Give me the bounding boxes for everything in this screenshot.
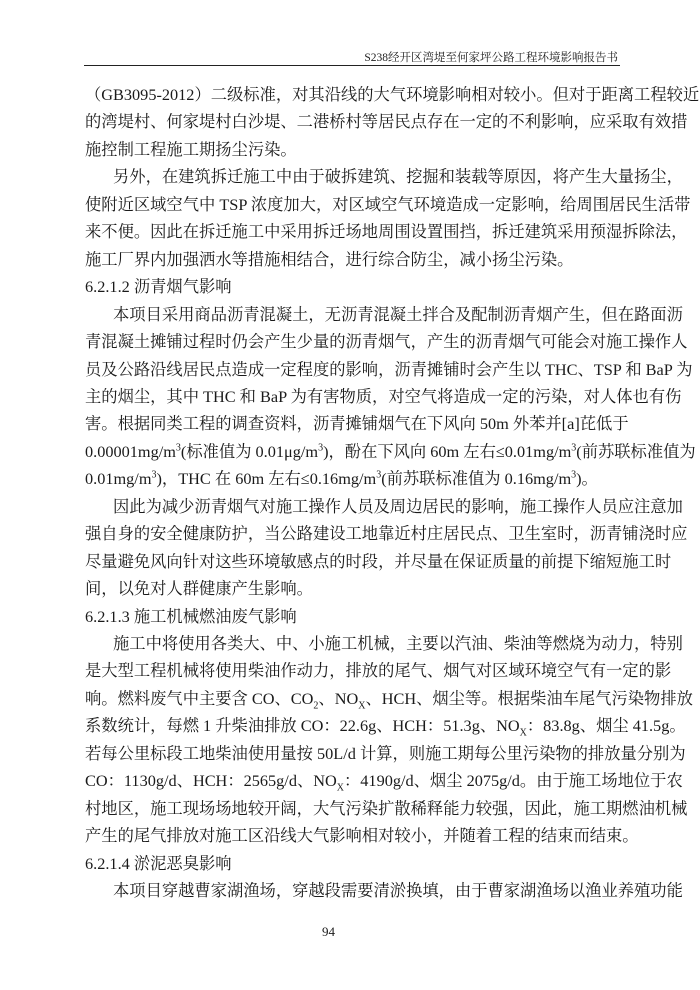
paragraph-line <box>85 218 688 246</box>
text-run: 施控制工程施工期扬尘污染。 <box>85 139 297 159</box>
text-run: 产生的尾气排放对施工区沿线大气影响相对较小，并随着工程的结束而结束。 <box>85 826 639 846</box>
text-run: 0.01mg/m <box>85 469 152 489</box>
section-heading <box>85 603 618 631</box>
page-number: 94 <box>322 924 335 939</box>
text-run: 间，以免对人群健康产生影响。 <box>85 579 313 599</box>
paragraph-line <box>85 328 688 356</box>
paragraph-line <box>113 301 683 329</box>
paragraph-line <box>85 191 691 219</box>
paragraph-line <box>85 438 696 466</box>
paragraph-line <box>85 520 688 548</box>
paragraph-line <box>85 822 639 850</box>
paragraph-line <box>85 685 693 713</box>
text-run: )，THC 在 60m 左右≤0.16mg/m <box>156 469 377 489</box>
text-run: 来不便。因此在拆迁施工中采用拆迁场地周围设置围挡，拆迁建筑采用预湿拆除法， <box>85 222 688 242</box>
text-run: 害。根据同类工程的调查资料，沥青摊铺烟气在下风向 50m 外苯并[a]芘低于 <box>85 414 629 434</box>
subscript: X <box>358 700 366 712</box>
paragraph-line <box>85 246 618 274</box>
subscript: 2 <box>313 700 319 712</box>
text-run: 响。燃料废气中主要含 CO、CO <box>85 688 314 708</box>
paragraph-line <box>85 383 682 411</box>
text-run: 因此为减少沥青烟气对施工操作人员及周边居民的影响，施工操作人员应注意加 <box>113 496 683 516</box>
paragraph-line <box>85 356 693 384</box>
paragraph-line <box>113 493 683 521</box>
paragraph-line <box>85 548 672 576</box>
paragraph-line <box>85 410 629 438</box>
running-header: S238经开区湾堤至何家坪公路工程环境影响报告书 <box>364 52 618 64</box>
text-run: 6.2.1.2 沥青烟气影响 <box>85 277 232 297</box>
paragraph-line <box>85 108 688 136</box>
section-heading <box>85 273 618 301</box>
paragraph-line <box>85 767 683 795</box>
text-run: (标准值为 0.01μg/m <box>180 441 319 461</box>
text-run: 主的烟尘，其中 THC 和 BaP 为有害物质，对空气将造成一定的污染，对人体也有伤 <box>85 386 682 406</box>
text-run: 若每公里标段工地柴油使用量按 50L/d 计算，则施工期每公里污染物的排放量分别为 <box>85 743 686 763</box>
text-run: )。 <box>576 469 598 489</box>
paragraph-line <box>85 712 686 740</box>
text-run: 本项目穿越曹家湖渔场，穿越段需要清淤换填，由于曹家湖渔场以渔业养殖功能 <box>113 881 683 901</box>
text-run: (前苏联标准值为 0.16mg/m <box>381 469 572 489</box>
superscript: 3 <box>151 469 157 481</box>
text-run: (前苏联标准值为 <box>576 441 696 461</box>
text-run: 6.2.1.3 施工机械燃油废气影响 <box>85 606 297 626</box>
text-run: 0.00001mg/m <box>85 441 176 461</box>
paragraph-line <box>113 163 683 191</box>
text-run: 的湾堤村、何家堤村白沙堤、二港桥村等居民点存在一定的不利影响，应采取有效措 <box>85 112 688 132</box>
text-run: 村地区，施工现场场地较开阔，大气污染扩散稀释能力较强，因此，施工期燃油机械 <box>85 798 688 818</box>
text-run: 系数统计，每燃 1 升柴油排放 CO：22.6g、HCH：51.3g、NO <box>85 716 520 736</box>
paragraph-line <box>113 630 683 658</box>
paragraph-line <box>85 81 700 109</box>
header-rule <box>84 65 620 66</box>
text-run: 是大型工程机械将使用柴油作动力，排放的尾气、烟气对区域环境空气有一定的影 <box>85 661 672 681</box>
text-run: ：83.8g、烟尘 41.5g。 <box>526 716 686 736</box>
section-heading <box>85 850 618 878</box>
text-run: 尽量避免风向针对这些环境敏感点的时段，并尽量在保证质量的前提下缩短施工时 <box>85 551 672 571</box>
superscript: 3 <box>571 469 577 481</box>
subscript: X <box>336 782 344 794</box>
superscript: 3 <box>376 469 382 481</box>
text-run: 、HCH、烟尘等。根据柴油车尾气污染物排放 <box>365 688 693 708</box>
paragraph-line <box>85 575 618 603</box>
text-run: （GB3095-2012）二级标准，对其沿线的大气环境影响相对较小。但对于距离工程较近 <box>85 85 700 104</box>
text-run: 、NO <box>318 688 359 708</box>
text-run: 本项目采用商品沥青混凝土，无沥青混凝土拌合及配制沥青烟产生，但在路面沥 <box>113 304 683 324</box>
text-run: 施工厂界内加强洒水等措施相结合，进行综合防尘，减小扬尘污染。 <box>85 249 574 269</box>
superscript: 3 <box>318 442 324 454</box>
text-run: 强自身的安全健康防护，当公路建设工地靠近村庄居民点、卫生室时，沥青铺浇时应 <box>85 524 688 544</box>
paragraph-line <box>85 657 672 685</box>
paragraph-line <box>85 795 688 823</box>
paragraph-line <box>85 740 686 768</box>
text-run: )，酚在下风向 60m 左右≤0.01mg/m <box>323 441 572 461</box>
text-run: 施工中将使用各类大、中、小施工机械，主要以汽油、柴油等燃烧为动力，特别 <box>113 634 683 653</box>
text-run: 员及公路沿线居民点造成一定程度的影响，沥青摊铺时会产生以 THC、TSP 和 BaP 为 <box>85 359 693 379</box>
text-run: 另外，在建筑拆迁施工中由于破拆建筑、挖掘和装载等原因，将产生大量扬尘， <box>113 167 683 187</box>
subscript: X <box>519 727 527 739</box>
paragraph-line <box>85 136 618 164</box>
superscript: 3 <box>571 442 577 454</box>
text-run: CO：1130g/d、HCH：2565g/d、NO <box>85 771 337 791</box>
superscript: 3 <box>175 442 181 454</box>
paragraph-line <box>113 877 683 905</box>
text-run: 青混凝土摊铺过程时仍会产生少量的沥青烟气，产生的沥青烟气可能会对施工操作人 <box>85 332 688 352</box>
text-run: 使附近区域空气中 TSP 浓度加大，对区域空气环境造成一定影响，给周围居民生活带 <box>85 194 691 214</box>
text-run: ：4190g/d、烟尘 2075g/d。由于施工场地位于农 <box>344 771 683 791</box>
paragraph-line <box>85 465 618 493</box>
text-run: 6.2.1.4 淤泥恶臭影响 <box>85 853 232 873</box>
